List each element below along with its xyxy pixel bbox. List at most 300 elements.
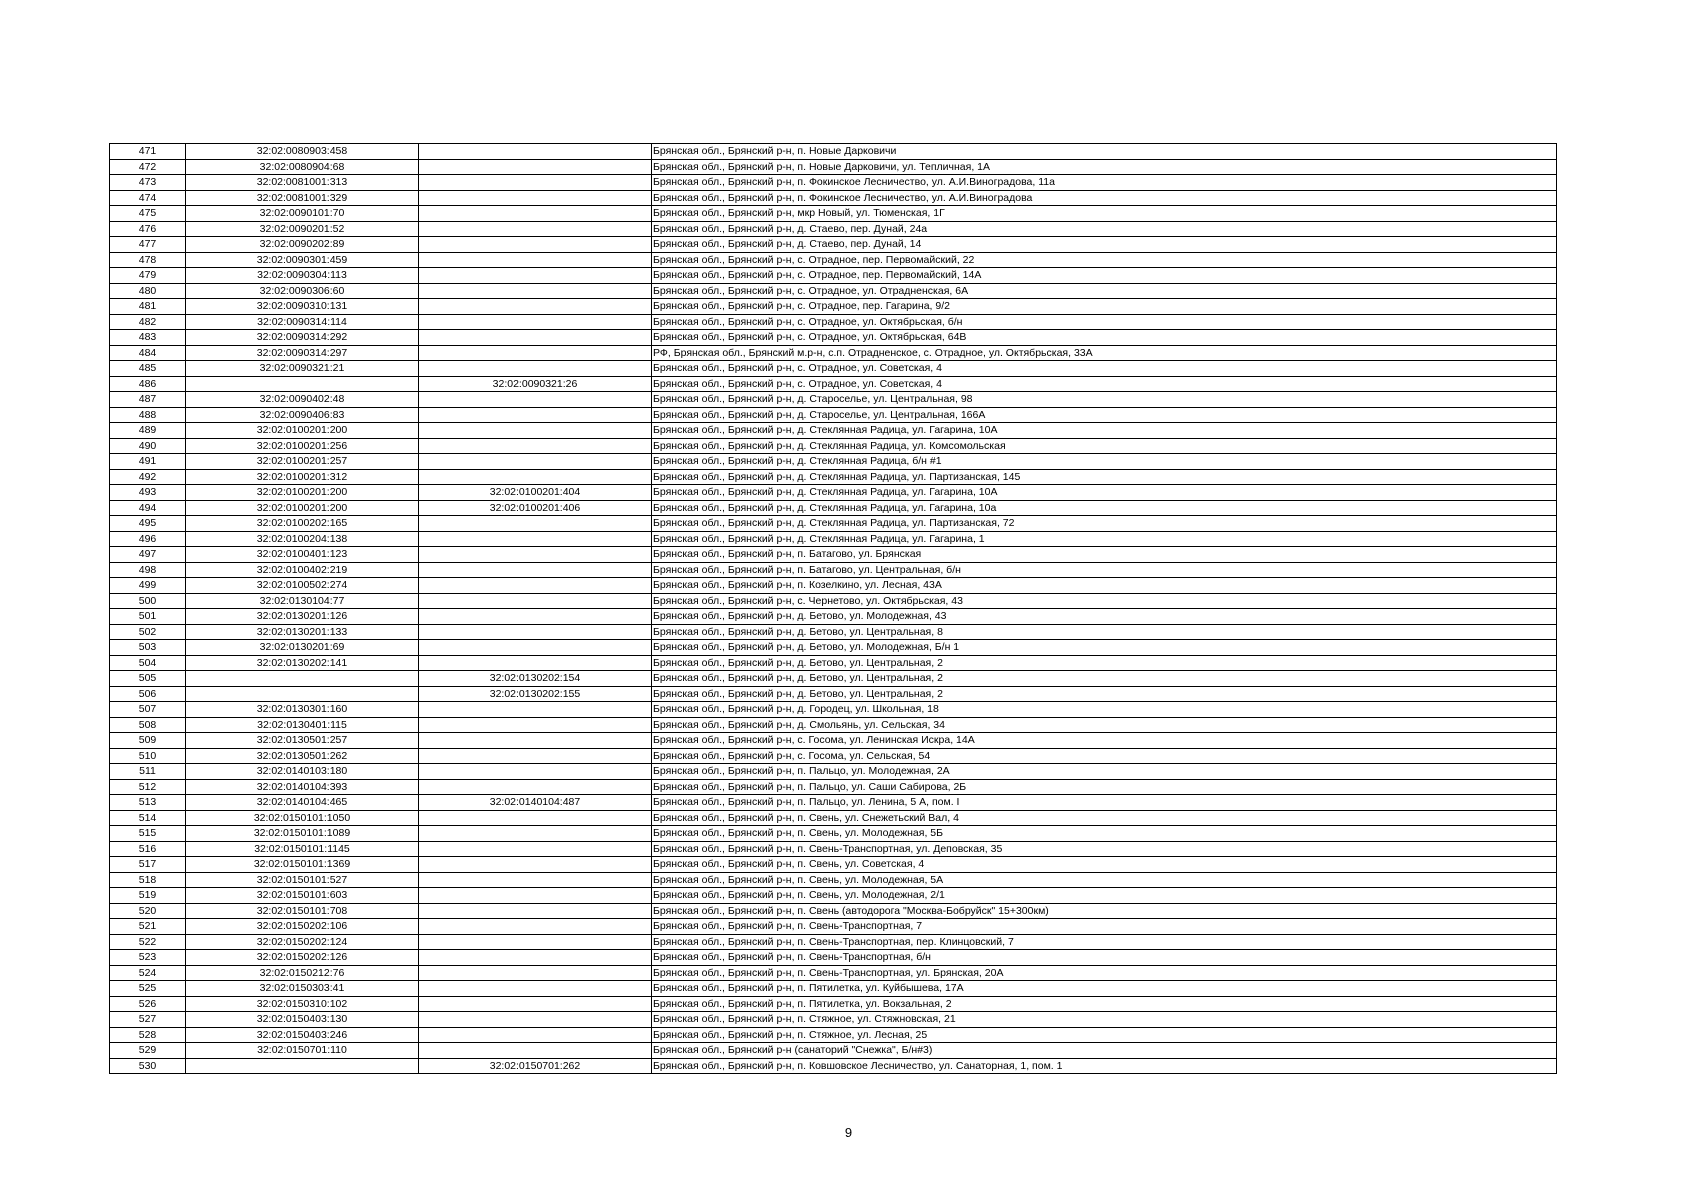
address-cell: Брянская обл., Брянский р-н, мкр Новый, ул. Тюменская, 1Г (652, 206, 1557, 222)
address-cell: Брянская обл., Брянский р-н, п. Свень-Транспортная, 7 (652, 919, 1557, 935)
address-cell: Брянская обл., Брянский р-н, п. Свень, ул. Молодежная, 5А (652, 872, 1557, 888)
table-row (110, 748, 1557, 764)
table-row (110, 624, 1557, 640)
row-number-cell: 486 (110, 376, 186, 392)
table-row (110, 361, 1557, 377)
address-cell: Брянская обл., Брянский р-н, п. Свень-Транспортная, ул. Деповская, 35 (652, 841, 1557, 857)
related-cadastral-number-cell (419, 624, 652, 640)
cadastral-number-cell: 32:02:0090101:70 (186, 206, 419, 222)
related-cadastral-number-cell (419, 361, 652, 377)
related-cadastral-number-cell (419, 981, 652, 997)
cadastral-number-cell: 32:02:0150101:708 (186, 903, 419, 919)
row-number-cell: 483 (110, 330, 186, 346)
cadastral-number-cell: 32:02:0130201:126 (186, 609, 419, 625)
page-number: 9 (844, 1125, 853, 1140)
row-number-cell: 516 (110, 841, 186, 857)
address-cell: Брянская обл., Брянский р-н, п. Свень, ул. Молодежная, 2/1 (652, 888, 1557, 904)
table-row (110, 252, 1557, 268)
cadastral-number-cell: 32:02:0090306:60 (186, 283, 419, 299)
address-cell: Брянская обл., Брянский р-н, п. Пятилетка, ул. Куйбышева, 17А (652, 981, 1557, 997)
related-cadastral-number-cell (419, 392, 652, 408)
address-cell: Брянская обл., Брянский р-н, п. Свень-Транспортная, пер. Клинцовский, 7 (652, 934, 1557, 950)
address-cell: Брянская обл., Брянский р-н, д. Стеклянная Радица, ул. Партизанская, 72 (652, 516, 1557, 532)
cadastral-number-cell: 32:02:0150101:603 (186, 888, 419, 904)
cadastral-number-cell: 32:02:0100201:200 (186, 500, 419, 516)
address-cell: Брянская обл., Брянский р-н, п. Свень-Транспортная, б/н (652, 950, 1557, 966)
table-row (110, 934, 1557, 950)
cadastral-number-cell (186, 1058, 419, 1074)
related-cadastral-number-cell (419, 934, 652, 950)
related-cadastral-number-cell: 32:02:0130202:155 (419, 686, 652, 702)
address-cell: Брянская обл., Брянский р-н, д. Стаево, пер. Дунай, 14 (652, 237, 1557, 253)
cadastral-number-cell: 32:02:0090304:113 (186, 268, 419, 284)
related-cadastral-number-cell (419, 593, 652, 609)
row-number-cell: 498 (110, 562, 186, 578)
row-number-cell: 526 (110, 996, 186, 1012)
related-cadastral-number-cell (419, 655, 652, 671)
address-cell: Брянская обл., Брянский р-н, с. Отрадное, ул. Советская, 4 (652, 361, 1557, 377)
cadastral-number-cell: 32:02:0090406:83 (186, 407, 419, 423)
cadastral-number-cell: 32:02:0090310:131 (186, 299, 419, 315)
related-cadastral-number-cell (419, 190, 652, 206)
table-row (110, 392, 1557, 408)
table-row (110, 903, 1557, 919)
cadastral-number-cell: 32:02:0090314:297 (186, 345, 419, 361)
address-cell: Брянская обл., Брянский р-н, д. Бетово, ул. Молодежная, 43 (652, 609, 1557, 625)
address-cell: Брянская обл., Брянский р-н, д. Стеклянная Радица, ул. Гагарина, 1 (652, 531, 1557, 547)
cadastral-number-cell: 32:02:0100204:138 (186, 531, 419, 547)
cadastral-number-cell: 32:02:0090201:52 (186, 221, 419, 237)
row-number-cell: 518 (110, 872, 186, 888)
row-number-cell: 479 (110, 268, 186, 284)
table-row (110, 283, 1557, 299)
cadastral-number-cell: 32:02:0150310:102 (186, 996, 419, 1012)
address-cell: Брянская обл., Брянский р-н, д. Стеклянная Радица, ул. Партизанская, 145 (652, 469, 1557, 485)
address-cell: Брянская обл., Брянский р-н, с. Госома, ул. Ленинская Искра, 14А (652, 733, 1557, 749)
address-cell: Брянская обл., Брянский р-н, д. Бетово, ул. Центральная, 2 (652, 686, 1557, 702)
row-number-cell: 472 (110, 159, 186, 175)
related-cadastral-number-cell (419, 144, 652, 160)
cadastral-number-cell (186, 686, 419, 702)
address-cell: Брянская обл., Брянский р-н, с. Отрадное, ул. Отрадненская, 6А (652, 283, 1557, 299)
related-cadastral-number-cell (419, 640, 652, 656)
row-number-cell: 489 (110, 423, 186, 439)
row-number-cell: 492 (110, 469, 186, 485)
cadastral-number-cell: 32:02:0150303:41 (186, 981, 419, 997)
cadastral-number-cell: 32:02:0150101:1369 (186, 857, 419, 873)
row-number-cell: 482 (110, 314, 186, 330)
address-cell: Брянская обл., Брянский р-н, с. Отрадное, ул. Советская, 4 (652, 376, 1557, 392)
row-number-cell: 521 (110, 919, 186, 935)
table-row (110, 438, 1557, 454)
table-row (110, 857, 1557, 873)
row-number-cell: 510 (110, 748, 186, 764)
cadastral-number-cell: 32:02:0090301:459 (186, 252, 419, 268)
cadastral-number-cell: 32:02:0150202:126 (186, 950, 419, 966)
row-number-cell: 485 (110, 361, 186, 377)
row-number-cell: 514 (110, 810, 186, 826)
related-cadastral-number-cell (419, 950, 652, 966)
table-row (110, 996, 1557, 1012)
table-row (110, 764, 1557, 780)
address-cell: Брянская обл., Брянский р-н, с. Отрадное, ул. Октябрьская, б/н (652, 314, 1557, 330)
row-number-cell: 476 (110, 221, 186, 237)
related-cadastral-number-cell (419, 779, 652, 795)
row-number-cell: 495 (110, 516, 186, 532)
address-cell: Брянская обл., Брянский р-н, п. Пальцо, ул. Ленина, 5 А, пом. I (652, 795, 1557, 811)
related-cadastral-number-cell: 32:02:0090321:26 (419, 376, 652, 392)
table-row (110, 562, 1557, 578)
related-cadastral-number-cell (419, 857, 652, 873)
related-cadastral-number-cell (419, 903, 652, 919)
table-row (110, 454, 1557, 470)
row-number-cell: 484 (110, 345, 186, 361)
table-row (110, 950, 1557, 966)
row-number-cell: 525 (110, 981, 186, 997)
related-cadastral-number-cell (419, 1027, 652, 1043)
row-number-cell: 530 (110, 1058, 186, 1074)
related-cadastral-number-cell (419, 841, 652, 857)
table-row (110, 965, 1557, 981)
cadastral-number-cell: 32:02:0100401:123 (186, 547, 419, 563)
table-row (110, 330, 1557, 346)
address-cell: Брянская обл., Брянский р-н, д. Стеклянная Радица, ул. Комсомольская (652, 438, 1557, 454)
row-number-cell: 509 (110, 733, 186, 749)
address-cell: Брянская обл., Брянский р-н, д. Бетово, ул. Молодежная, Б/н 1 (652, 640, 1557, 656)
row-number-cell: 491 (110, 454, 186, 470)
related-cadastral-number-cell (419, 159, 652, 175)
address-cell: Брянская обл., Брянский р-н, п. Новые Дарковичи, ул. Тепличная, 1А (652, 159, 1557, 175)
cadastral-number-cell: 32:02:0100201:312 (186, 469, 419, 485)
cadastral-number-cell: 32:02:0090314:114 (186, 314, 419, 330)
table-row (110, 671, 1557, 687)
row-number-cell: 477 (110, 237, 186, 253)
cadastral-number-cell: 32:02:0100502:274 (186, 578, 419, 594)
address-cell: Брянская обл., Брянский р-н, с. Чернетово, ул. Октябрьская, 43 (652, 593, 1557, 609)
related-cadastral-number-cell (419, 965, 652, 981)
related-cadastral-number-cell (419, 1012, 652, 1028)
cadastral-number-cell: 32:02:0130401:115 (186, 717, 419, 733)
address-cell: Брянская обл., Брянский р-н, п. Пятилетка, ул. Вокзальная, 2 (652, 996, 1557, 1012)
cadastral-number-cell: 32:02:0140104:393 (186, 779, 419, 795)
address-cell: Брянская обл., Брянский р-н, п. Ковшовское Лесничество, ул. Санаторная, 1, пом. 1 (652, 1058, 1557, 1074)
related-cadastral-number-cell (419, 733, 652, 749)
table-row (110, 159, 1557, 175)
registry-table-body (110, 144, 1557, 1074)
row-number-cell: 511 (110, 764, 186, 780)
cadastral-number-cell: 32:02:0100402:219 (186, 562, 419, 578)
table-row (110, 268, 1557, 284)
related-cadastral-number-cell: 32:02:0140104:487 (419, 795, 652, 811)
cadastral-number-cell: 32:02:0090402:48 (186, 392, 419, 408)
cadastral-number-cell: 32:02:0130501:262 (186, 748, 419, 764)
related-cadastral-number-cell (419, 252, 652, 268)
related-cadastral-number-cell (419, 996, 652, 1012)
table-row (110, 841, 1557, 857)
related-cadastral-number-cell (419, 531, 652, 547)
cadastral-number-cell: 32:02:0150202:124 (186, 934, 419, 950)
row-number-cell: 523 (110, 950, 186, 966)
related-cadastral-number-cell (419, 438, 652, 454)
address-cell: Брянская обл., Брянский р-н, п. Стяжное, ул. Лесная, 25 (652, 1027, 1557, 1043)
address-cell: Брянская обл., Брянский р-н, д. Бетово, ул. Центральная, 2 (652, 671, 1557, 687)
table-row (110, 686, 1557, 702)
cadastral-number-cell: 32:02:0130104:77 (186, 593, 419, 609)
related-cadastral-number-cell (419, 547, 652, 563)
row-number-cell: 481 (110, 299, 186, 315)
cadastral-number-cell: 32:02:0130201:69 (186, 640, 419, 656)
table-row (110, 376, 1557, 392)
related-cadastral-number-cell (419, 283, 652, 299)
address-cell: Брянская обл., Брянский р-н, п. Свень, ул. Советская, 4 (652, 857, 1557, 873)
address-cell: Брянская обл., Брянский р-н, п. Батагово, ул. Брянская (652, 547, 1557, 563)
address-cell: Брянская обл., Брянский р-н, д. Стеклянная Радица, ул. Гагарина, 10а (652, 500, 1557, 516)
table-row (110, 407, 1557, 423)
address-cell: Брянская обл., Брянский р-н, п. Пальцо, ул. Молодежная, 2А (652, 764, 1557, 780)
related-cadastral-number-cell (419, 330, 652, 346)
cadastral-number-cell: 32:02:0150701:110 (186, 1043, 419, 1059)
cadastral-number-cell: 32:02:0150101:1050 (186, 810, 419, 826)
cadastral-number-cell: 32:02:0130201:133 (186, 624, 419, 640)
row-number-cell: 488 (110, 407, 186, 423)
row-number-cell: 475 (110, 206, 186, 222)
address-cell: Брянская обл., Брянский р-н, д. Городец, ул. Школьная, 18 (652, 702, 1557, 718)
address-cell: Брянская обл., Брянский р-н, п. Пальцо, ул. Саши Сабирова, 2Б (652, 779, 1557, 795)
related-cadastral-number-cell (419, 562, 652, 578)
table-row (110, 888, 1557, 904)
row-number-cell: 471 (110, 144, 186, 160)
table-row (110, 779, 1557, 795)
related-cadastral-number-cell (419, 423, 652, 439)
related-cadastral-number-cell (419, 888, 652, 904)
related-cadastral-number-cell (419, 268, 652, 284)
table-row (110, 733, 1557, 749)
table-row (110, 702, 1557, 718)
row-number-cell: 499 (110, 578, 186, 594)
related-cadastral-number-cell (419, 702, 652, 718)
address-cell: Брянская обл., Брянский р-н, д. Стеклянная Радица, ул. Гагарина, 10А (652, 423, 1557, 439)
cadastral-number-cell: 32:02:0100201:200 (186, 423, 419, 439)
table-row (110, 345, 1557, 361)
cadastral-number-cell: 32:02:0130301:160 (186, 702, 419, 718)
address-cell: Брянская обл., Брянский р-н, д. Староселье, ул. Центральная, 98 (652, 392, 1557, 408)
table-row (110, 981, 1557, 997)
related-cadastral-number-cell (419, 919, 652, 935)
table-row (110, 826, 1557, 842)
address-cell: Брянская обл., Брянский р-н, п. Свень, ул. Молодежная, 5Б (652, 826, 1557, 842)
cadastral-number-cell: 32:02:0150101:527 (186, 872, 419, 888)
table-row (110, 593, 1557, 609)
table-row (110, 314, 1557, 330)
cadastral-number-cell (186, 376, 419, 392)
cadastral-number-cell: 32:02:0140104:465 (186, 795, 419, 811)
row-number-cell: 522 (110, 934, 186, 950)
row-number-cell: 506 (110, 686, 186, 702)
related-cadastral-number-cell (419, 609, 652, 625)
related-cadastral-number-cell (419, 345, 652, 361)
cadastral-number-cell: 32:02:0100201:256 (186, 438, 419, 454)
table-row (110, 144, 1557, 160)
related-cadastral-number-cell (419, 237, 652, 253)
row-number-cell: 497 (110, 547, 186, 563)
address-cell: Брянская обл., Брянский р-н, д. Бетово, ул. Центральная, 2 (652, 655, 1557, 671)
cadastral-number-cell: 32:02:0080904:68 (186, 159, 419, 175)
registry-table (109, 143, 1557, 1074)
table-row (110, 485, 1557, 501)
row-number-cell: 512 (110, 779, 186, 795)
cadastral-number-cell: 32:02:0140103:180 (186, 764, 419, 780)
table-row (110, 190, 1557, 206)
related-cadastral-number-cell (419, 221, 652, 237)
cadastral-number-cell: 32:02:0100201:257 (186, 454, 419, 470)
related-cadastral-number-cell (419, 578, 652, 594)
related-cadastral-number-cell (419, 469, 652, 485)
table-row (110, 1012, 1557, 1028)
address-cell: Брянская обл., Брянский р-н, д. Стаево, пер. Дунай, 24а (652, 221, 1557, 237)
row-number-cell: 517 (110, 857, 186, 873)
row-number-cell: 490 (110, 438, 186, 454)
related-cadastral-number-cell (419, 206, 652, 222)
table-row (110, 299, 1557, 315)
row-number-cell: 524 (110, 965, 186, 981)
cadastral-number-cell: 32:02:0150403:246 (186, 1027, 419, 1043)
address-cell: Брянская обл., Брянский р-н, с. Отрадное, пер. Гагарина, 9/2 (652, 299, 1557, 315)
cadastral-number-cell: 32:02:0081001:329 (186, 190, 419, 206)
row-number-cell: 487 (110, 392, 186, 408)
related-cadastral-number-cell (419, 175, 652, 191)
table-row (110, 1043, 1557, 1059)
row-number-cell: 500 (110, 593, 186, 609)
cadastral-number-cell (186, 671, 419, 687)
table-row (110, 531, 1557, 547)
address-cell: Брянская обл., Брянский р-н, п. Батагово, ул. Центральная, б/н (652, 562, 1557, 578)
cadastral-number-cell: 32:02:0100202:165 (186, 516, 419, 532)
related-cadastral-number-cell (419, 764, 652, 780)
cadastral-number-cell: 32:02:0090202:89 (186, 237, 419, 253)
address-cell: Брянская обл., Брянский р-н, п. Новые Дарковичи (652, 144, 1557, 160)
address-cell: Брянская обл., Брянский р-н (санаторий "Снежка", Б/н#3) (652, 1043, 1557, 1059)
table-row (110, 547, 1557, 563)
cadastral-number-cell: 32:02:0150202:106 (186, 919, 419, 935)
related-cadastral-number-cell: 32:02:0100201:406 (419, 500, 652, 516)
address-cell: Брянская обл., Брянский р-н, д. Смольянь, ул. Сельская, 34 (652, 717, 1557, 733)
row-number-cell: 503 (110, 640, 186, 656)
address-cell: Брянская обл., Брянский р-н, п. Стяжное, ул. Стяжновская, 21 (652, 1012, 1557, 1028)
related-cadastral-number-cell (419, 454, 652, 470)
table-row (110, 717, 1557, 733)
row-number-cell: 478 (110, 252, 186, 268)
table-row (110, 500, 1557, 516)
table-row (110, 578, 1557, 594)
address-cell: Брянская обл., Брянский р-н, с. Госома, ул. Сельская, 54 (652, 748, 1557, 764)
table-row (110, 237, 1557, 253)
cadastral-number-cell: 32:02:0100201:200 (186, 485, 419, 501)
cadastral-number-cell: 32:02:0150403:130 (186, 1012, 419, 1028)
row-number-cell: 527 (110, 1012, 186, 1028)
row-number-cell: 493 (110, 485, 186, 501)
address-cell: Брянская обл., Брянский р-н, с. Отрадное, пер. Первомайский, 22 (652, 252, 1557, 268)
cadastral-number-cell: 32:02:0081001:313 (186, 175, 419, 191)
table-row (110, 423, 1557, 439)
row-number-cell: 474 (110, 190, 186, 206)
table-row (110, 1027, 1557, 1043)
row-number-cell: 494 (110, 500, 186, 516)
related-cadastral-number-cell (419, 407, 652, 423)
related-cadastral-number-cell: 32:02:0130202:154 (419, 671, 652, 687)
row-number-cell: 508 (110, 717, 186, 733)
related-cadastral-number-cell (419, 314, 652, 330)
address-cell: Брянская обл., Брянский р-н, д. Староселье, ул. Центральная, 166А (652, 407, 1557, 423)
row-number-cell: 473 (110, 175, 186, 191)
table-row (110, 810, 1557, 826)
address-cell: Брянская обл., Брянский р-н, п. Свень-Транспортная, ул. Брянская, 20А (652, 965, 1557, 981)
cadastral-number-cell: 32:02:0130501:257 (186, 733, 419, 749)
related-cadastral-number-cell (419, 299, 652, 315)
table-row (110, 609, 1557, 625)
address-cell: Брянская обл., Брянский р-н, д. Бетово, ул. Центральная, 8 (652, 624, 1557, 640)
related-cadastral-number-cell (419, 516, 652, 532)
table-row (110, 469, 1557, 485)
address-cell: Брянская обл., Брянский р-н, п. Козелкино, ул. Лесная, 43А (652, 578, 1557, 594)
cadastral-number-cell: 32:02:0150101:1145 (186, 841, 419, 857)
address-cell: Брянская обл., Брянский р-н, п. Свень (автодорога "Москва-Бобруйск" 15+300км) (652, 903, 1557, 919)
table-row (110, 1058, 1557, 1074)
row-number-cell: 528 (110, 1027, 186, 1043)
cadastral-number-cell: 32:02:0090314:292 (186, 330, 419, 346)
address-cell: Брянская обл., Брянский р-н, д. Стеклянная Радица, ул. Гагарина, 10А (652, 485, 1557, 501)
cadastral-number-cell: 32:02:0130202:141 (186, 655, 419, 671)
row-number-cell: 515 (110, 826, 186, 842)
row-number-cell: 513 (110, 795, 186, 811)
row-number-cell: 480 (110, 283, 186, 299)
cadastral-number-cell: 32:02:0150212:76 (186, 965, 419, 981)
row-number-cell: 529 (110, 1043, 186, 1059)
address-cell: Брянская обл., Брянский р-н, п. Фокинское Лесничество, ул. А.И.Виноградова (652, 190, 1557, 206)
address-cell: Брянская обл., Брянский р-н, д. Стеклянная Радица, б/н #1 (652, 454, 1557, 470)
row-number-cell: 519 (110, 888, 186, 904)
row-number-cell: 507 (110, 702, 186, 718)
related-cadastral-number-cell (419, 1043, 652, 1059)
related-cadastral-number-cell (419, 748, 652, 764)
row-number-cell: 504 (110, 655, 186, 671)
row-number-cell: 501 (110, 609, 186, 625)
table-row (110, 655, 1557, 671)
address-cell: Брянская обл., Брянский р-н, с. Отрадное, ул. Октябрьская, 64В (652, 330, 1557, 346)
related-cadastral-number-cell (419, 717, 652, 733)
cadastral-number-cell: 32:02:0150101:1089 (186, 826, 419, 842)
cadastral-number-cell: 32:02:0080903:458 (186, 144, 419, 160)
related-cadastral-number-cell (419, 872, 652, 888)
table-row (110, 221, 1557, 237)
table-row (110, 206, 1557, 222)
related-cadastral-number-cell (419, 826, 652, 842)
row-number-cell: 496 (110, 531, 186, 547)
table-row (110, 872, 1557, 888)
row-number-cell: 502 (110, 624, 186, 640)
related-cadastral-number-cell: 32:02:0100201:404 (419, 485, 652, 501)
address-cell: Брянская обл., Брянский р-н, с. Отрадное, пер. Первомайский, 14А (652, 268, 1557, 284)
row-number-cell: 505 (110, 671, 186, 687)
table-row (110, 795, 1557, 811)
table-row (110, 516, 1557, 532)
address-cell: Брянская обл., Брянский р-н, п. Свень, ул. Снежетьский Вал, 4 (652, 810, 1557, 826)
related-cadastral-number-cell: 32:02:0150701:262 (419, 1058, 652, 1074)
address-cell: Брянская обл., Брянский р-н, п. Фокинское Лесничество, ул. А.И.Виноградова, 11а (652, 175, 1557, 191)
address-cell: РФ, Брянская обл., Брянский м.р-н, с.п. Отрадненское, с. Отрадное, ул. Октябрьская, 33А (652, 345, 1557, 361)
related-cadastral-number-cell (419, 810, 652, 826)
table-row (110, 640, 1557, 656)
table-row (110, 175, 1557, 191)
